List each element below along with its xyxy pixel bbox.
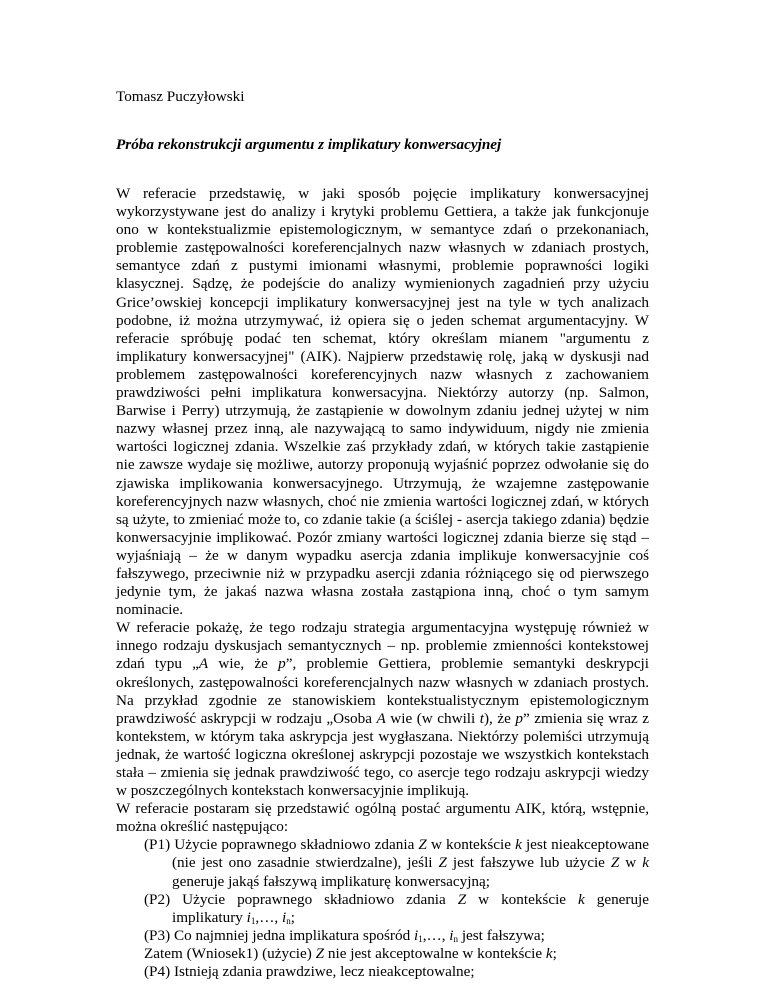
paragraph-aik: W referacie postaram się przedstawić ogólną postać argumentu AIK, którą, wstępnie, można określić następująco: bbox=[116, 800, 649, 836]
premise-p3: (P3) Co najmniej jedna implikatura spośród $i_1,\dots$, $i_n$ jest fałszywa; bbox=[144, 926, 545, 944]
premise-p1: (P1) Użycie poprawnego składniowo zdania Z w kontekście k jest nieakceptowane (nie jest ono zasadnie stwierdzalne), jeśli Z jest fałszywe lub użycie Z w k generuje jakąś fałszywą implikaturę konwersacyjną; bbox=[144, 836, 649, 890]
paragraph-strategy: W referacie pokażę, że tego rodzaju strategia argumentacyjna występuję również w innego rodzaju dyskusjach semantycznych – np. problemie zmienności kontekstowej zdań typu „A wie, że p”, problemie Gettiera, problemie semantyki deskrypcji określonych, zastępowalności koreferencjalnych nazw własnych w zdaniach prostych. Na przykład zgodnie ze stanowiskiem kontekstualistycznym epistemologicznym prawdziwość askrypcji w rodzaju „Osoba A wie (w chwili t), że p” zmienia się wraz z kontekstem, w którym taka askrypcja jest wygłaszana. Niektórzy polemiści utrzymują jednak, że wartość logiczna określonej askrypcji pozostaje we wszystkich kontekstach stała – zmienia się jednak prawdziwość tego, co asercje tego rodzaju askrypcji wiedzy w poszczególnych kontekstach konwersacyjnie implikują. bbox=[116, 619, 650, 800]
document-body bbox=[116, 185, 649, 981]
conclusion-1: Zatem (Wniosek1) (użycie) Z nie jest akceptowalne w kontekście k; bbox=[144, 944, 557, 962]
premise-p4: (P4) Istnieją zdania prawdziwe, lecz nieakceptowalne; bbox=[144, 963, 475, 981]
author-name: Tomasz Puczyłowski bbox=[116, 88, 245, 105]
paragraph-intro: W referacie przedstawię, w jaki sposób pojęcie implikatury konwersacyjnej wykorzystywane jest do analizy i krytyki problemu Gettiera, a także jak funkcjonuje ono w kontekstualizmie epistemologicznym, w semantyce zdań o przekonaniach, problemie zastępowalności koreferencjalnych nazw własnych w zdaniach prostych, semantyce zdań z pustymi imionami własnymi, problemie poprawności logiki klasycznej. Sądzę, że podejście do analizy wymienionych zagadnień przy użyciu Grice’owskiej koncepcji implikatury konwersacyjnej jest na tyle w tych analizach podobne, iż można utrzymywać, iż opiera się o jeden schemat argumentacyjny. W referacie spróbuję podać ten schemat, który określam mianem "argumentu z implikatury konwersacyjnej" (AIK). Najpierw przedstawię rolę, jaką w dyskusji nad problemem zastępowalności koreferencyjnych nazw własnych z zachowaniem prawdziwości pełni implikatura konwersacyjna. Niektórzy autorzy (np. Salmon, Barwise i Perry) utrzymują, że zastąpienie w dowolnym zdaniu jednej użytej w nim nazwy własnej przez inną, ale nazywającą to samo indywiduum, nigdy nie zmienia wartości logicznej zdania. Wszelkie zaś przykłady zdań, w których takie zastąpienie nie zawsze wydaje się możliwe, autorzy proponują wyjaśnić poprzez odwołanie się do zjawiska implikowania konwersacyjnego. Utrzymują, że wzajemne zastępowanie koreferencyjnych nazw własnych, choć nie zmienia wartości logicznej zdań, w których są użyte, to zmieniać może to, co zdanie takie (a ściślej - asercja takiego zdania) będzie konwersacyjnie implikować. Pozór zmiany wartości logicznej zdania bierze się stąd – wyjaśniają – że w danym wypadku asercja zdania implikuje konwersacyjnie coś fałszywego, przeciwnie niż w przypadku asercji zdania różniącego się od pierwszego jedynie tym, że jakaś nazwa własna została zastąpiona inną, choć o tym samym nominacie. bbox=[116, 185, 649, 619]
premise-p2: (P2) Użycie poprawnego składniowo zdania Z w kontekście k generuje implikatury $i_1,\dots$, $i_n$; bbox=[144, 890, 650, 926]
document-title: Próba rekonstrukcji argumentu z implikatury konwersacyjnej bbox=[116, 136, 502, 153]
